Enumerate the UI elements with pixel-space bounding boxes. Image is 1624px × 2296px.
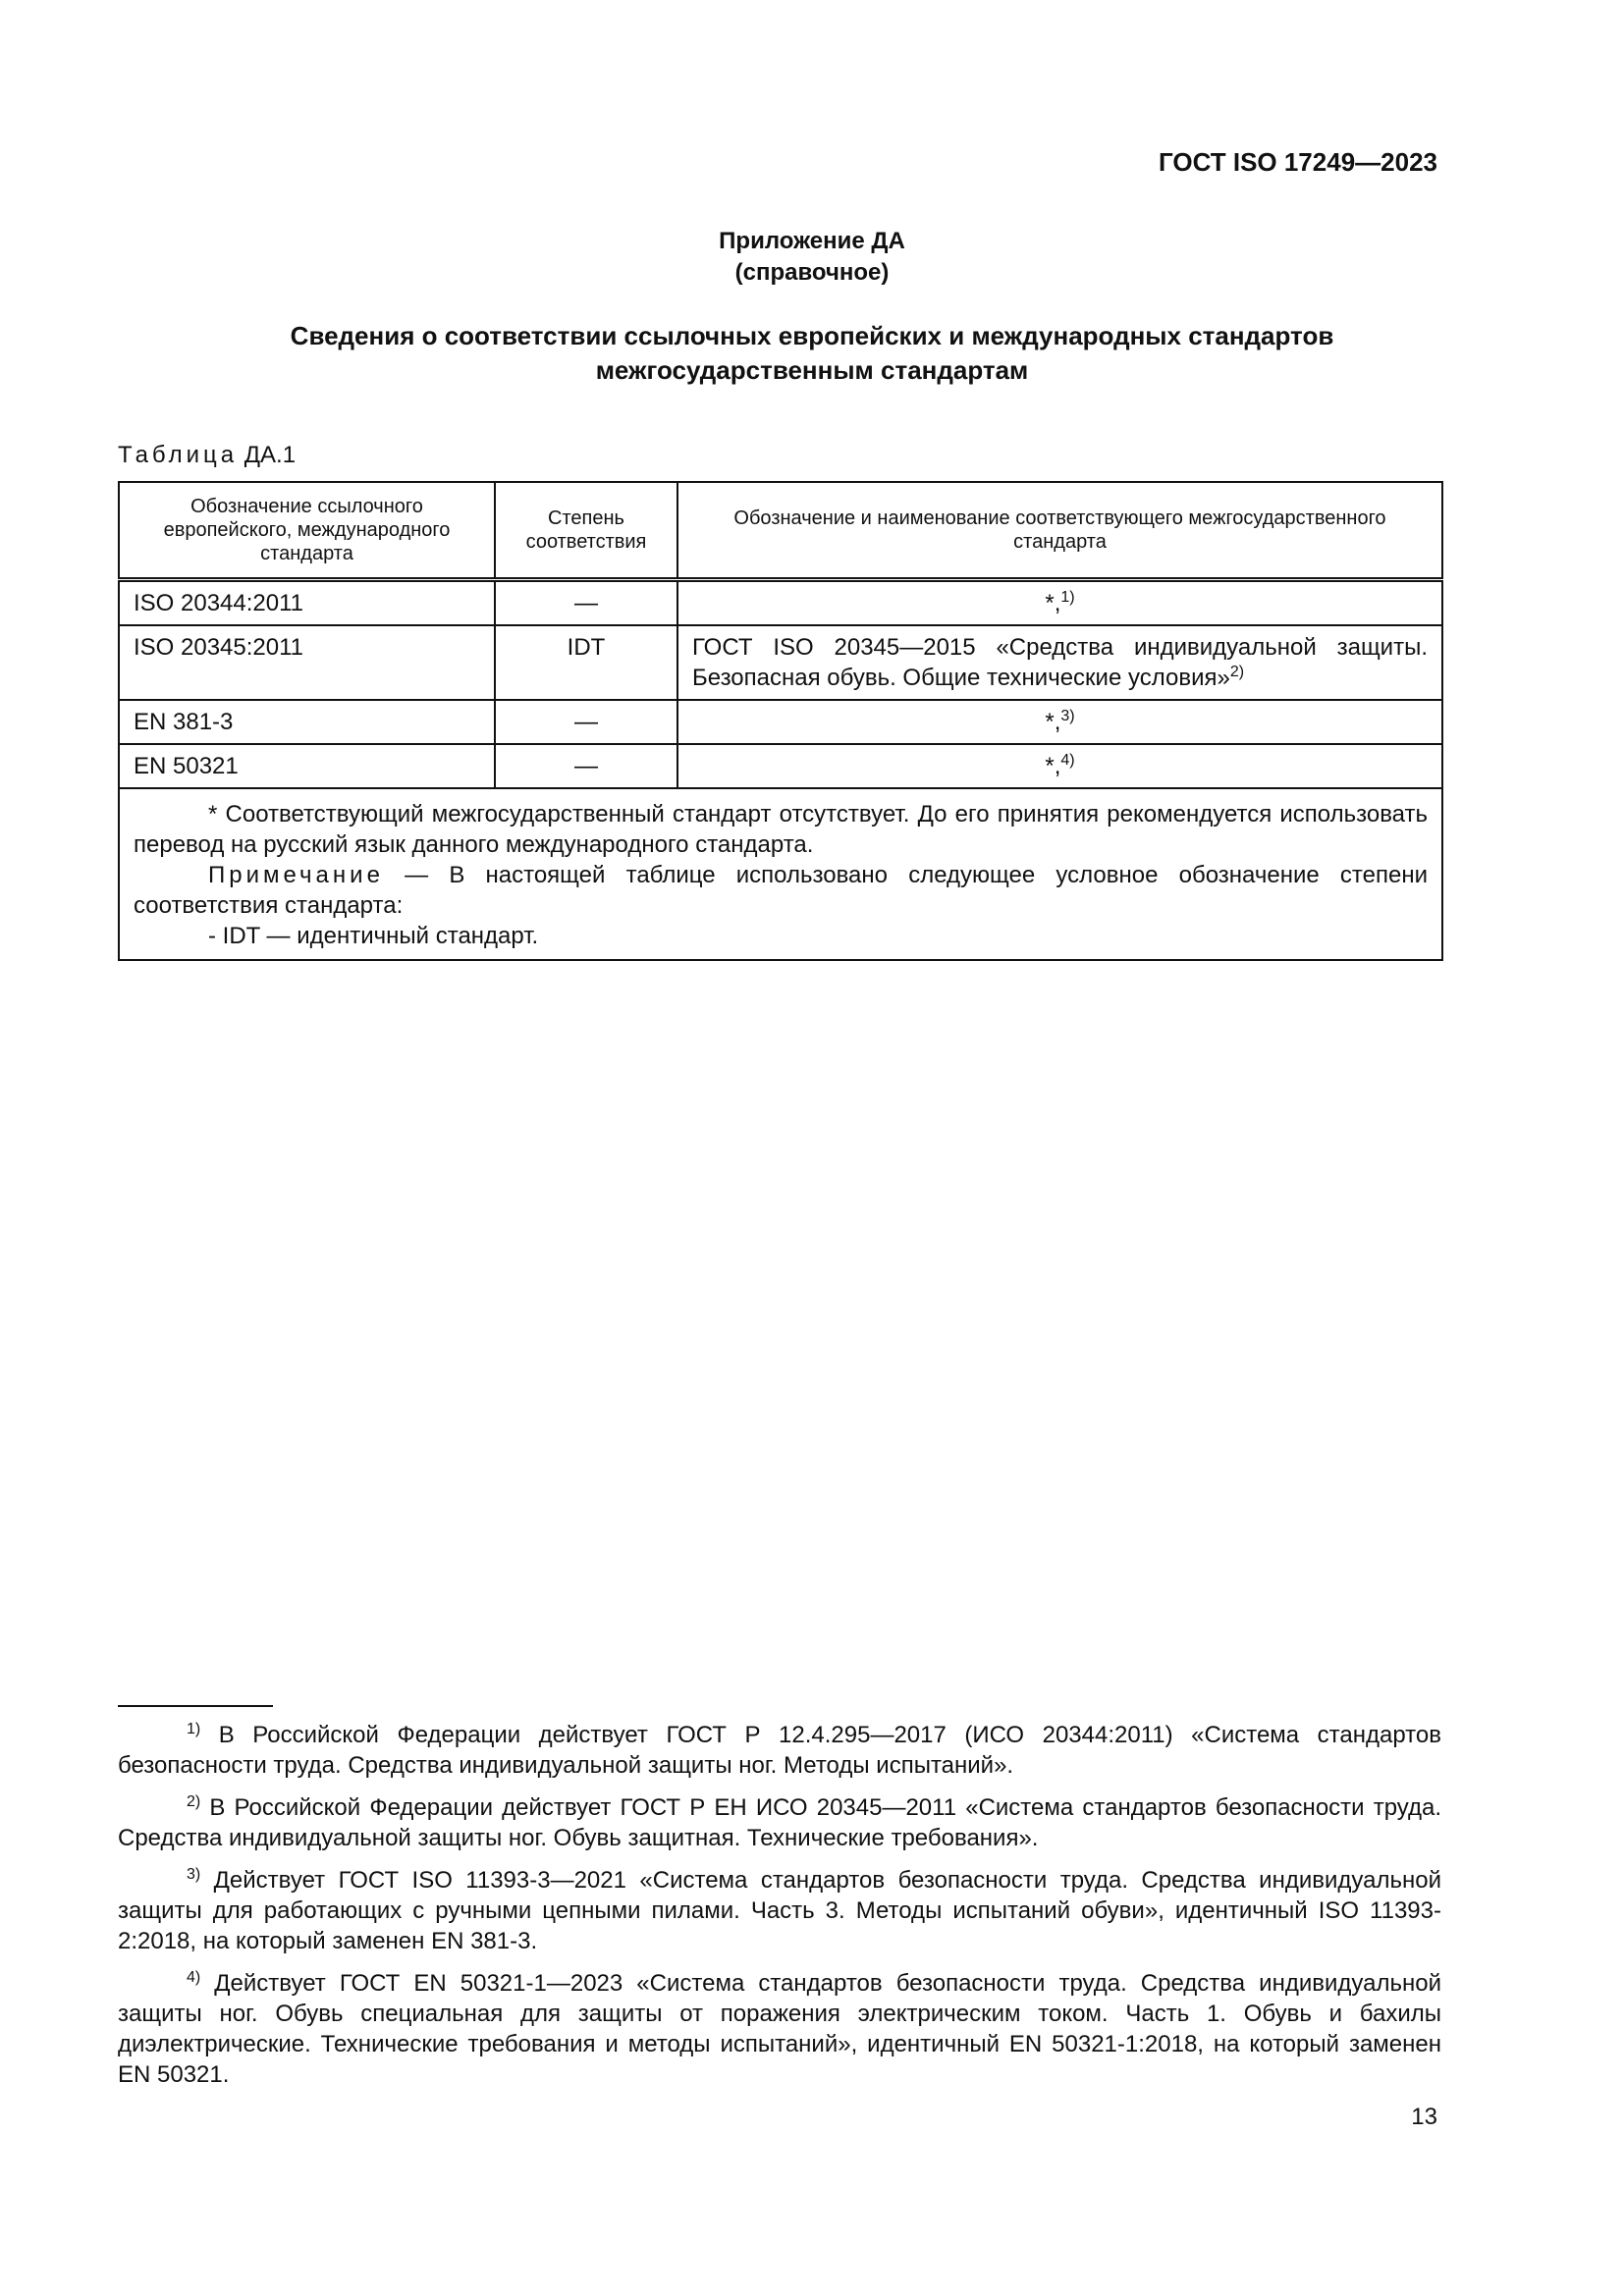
document-code: ГОСТ ISO 17249—2023 xyxy=(1158,147,1437,177)
reference-cell: ISO 20344:2011 xyxy=(119,580,495,626)
table-row xyxy=(119,700,1442,744)
standard-text: *, xyxy=(1045,709,1061,735)
heading-line-1: Сведения о соответствии ссылочных европейских и международных стандартов xyxy=(290,321,1334,350)
page-number: 13 xyxy=(1411,2104,1437,2130)
note-star: * Соответствующий межгосударственный стандарт отсутствует. До его принятия рекомендуется использовать перевод на русский язык данного международного стандарта. xyxy=(134,801,1428,858)
footnote-mark: 1) xyxy=(1060,589,1075,606)
table-row xyxy=(119,580,1442,626)
note-text: — В настоящей таблице использовано следующее условное обозначение степени соответствия стандарта: xyxy=(134,862,1429,919)
footnote-mark: 3) xyxy=(187,1866,201,1883)
standard-cell xyxy=(677,700,1442,744)
standard-cell xyxy=(677,744,1442,788)
footnote-text: Действует ГОСТ EN 50321-1—2023 «Система стандартов безопасности труда. Средства индивидуальной защиты ног. Обувь специальная для защиты от поражения электрическим током. Часть 1. Обувь и бахилы диэлектрические. Технические требования и методы испытаний», идентичный EN 50321-1:2018, на который заменен EN 50321. xyxy=(118,1970,1441,2088)
table-row xyxy=(119,625,1442,700)
table-note-row xyxy=(119,788,1442,960)
footnote-mark: 4) xyxy=(1060,752,1075,769)
standard-cell xyxy=(677,625,1442,700)
standard-cell xyxy=(677,580,1442,626)
note-item: - IDT — идентичный стандарт. xyxy=(208,923,539,949)
note-label: Примечание xyxy=(208,862,384,888)
degree-cell: — xyxy=(495,700,677,744)
degree-cell: — xyxy=(495,744,677,788)
footnote-mark: 4) xyxy=(187,1969,201,1986)
footnotes xyxy=(118,1720,1441,2102)
footnote-mark: 2) xyxy=(187,1793,201,1810)
footnote xyxy=(118,1792,1441,1853)
table-label xyxy=(118,442,296,469)
appendix-title: Приложение ДА xyxy=(719,228,905,254)
reference-cell: EN 50321 xyxy=(119,744,495,788)
standard-text: ГОСТ ISO 20345—2015 «Средства индивидуальной защиты. Безопасная обувь. Общие технические условия» xyxy=(692,634,1428,691)
reference-cell: ISO 20345:2011 xyxy=(119,625,495,700)
footnote-divider xyxy=(118,1705,273,1707)
table-note xyxy=(119,788,1442,960)
table-label-number: ДА.1 xyxy=(244,442,297,468)
appendix-heading xyxy=(167,319,1457,388)
footnote xyxy=(118,1968,1441,2090)
table-row xyxy=(119,744,1442,788)
column-header: Обозначение и наименование соответствующего межгосударственного стандарта xyxy=(677,482,1442,580)
footnote-mark: 2) xyxy=(1229,664,1245,680)
heading-line-2: межгосударственным стандартам xyxy=(595,355,1029,385)
footnote-mark: 1) xyxy=(187,1721,201,1737)
standard-text: *, xyxy=(1045,753,1061,779)
appendix-subtitle: (справочное) xyxy=(734,259,890,286)
degree-cell: — xyxy=(495,580,677,626)
note-remark xyxy=(134,860,1428,921)
footnote-text: В Российской Федерации действует ГОСТ Р 12.4.295—2017 (ИСО 20344:2011) «Система стандартов безопасности труда. Средства индивидуальной защиты ног. Методы испытаний». xyxy=(118,1722,1441,1779)
footnote-text: Действует ГОСТ ISO 11393-3—2021 «Система стандартов безопасности труда. Средства индивидуальной защиты для работающих с ручными цепными пилами. Часть 3. Методы испытаний обуви», идентичный ISO 11393-2:2018, на который заменен EN 381-3. xyxy=(118,1867,1441,1954)
standard-text: *, xyxy=(1045,590,1061,616)
footnote-text: В Российской Федерации действует ГОСТ Р ЕН ИСО 20345—2011 «Система стандартов безопасности труда. Средства индивидуальной защиты ног. Обувь защитная. Технические требования». xyxy=(118,1794,1442,1851)
reference-cell: EN 381-3 xyxy=(119,700,495,744)
degree-cell: IDT xyxy=(495,625,677,700)
column-header: Степень соответствия xyxy=(495,482,677,580)
correspondence-table xyxy=(118,481,1443,961)
table-header-row xyxy=(119,482,1442,580)
column-header: Обозначение ссылочного европейского, международного стандарта xyxy=(119,482,495,580)
footnote-mark: 3) xyxy=(1060,708,1075,724)
footnote xyxy=(118,1720,1441,1781)
footnote xyxy=(118,1865,1441,1956)
table-label-word: Таблица xyxy=(118,442,239,468)
